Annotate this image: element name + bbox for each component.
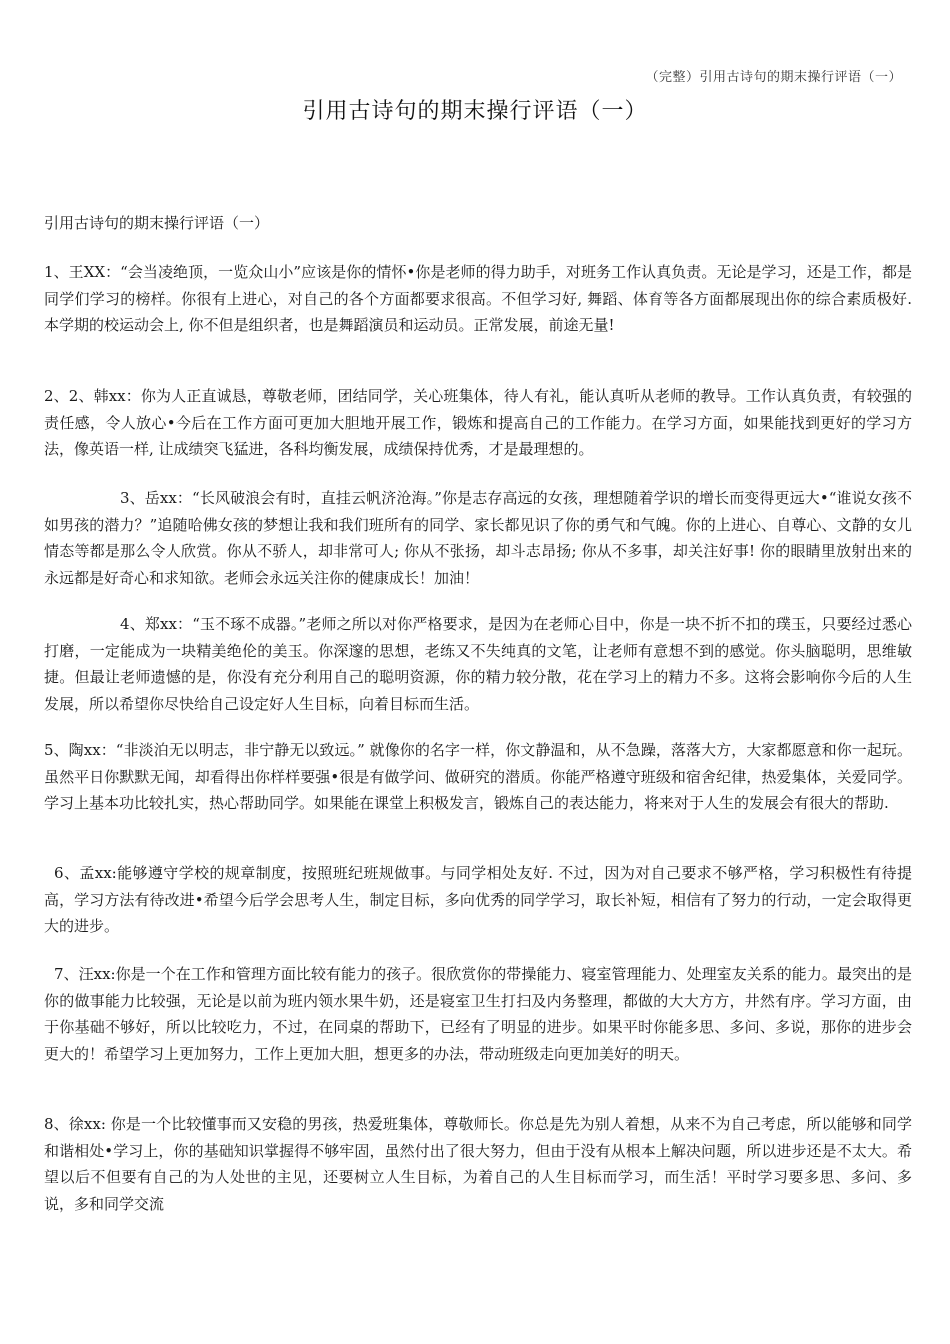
comment-paragraph-5: 5、陶xx：“非淡泊无以明志，非宁静无以致远。” 就像你的名字一样，你文静温和，从不急躁，落落大方，大家都愿意和你一起玩。虽然平日你默默无闻，却看得出你样样要强•很是有做学问、做研究的潜质。你能严格遵守班级和宿舍纪律，热爱集体，关爱同学。学习上基本功比较扎实，热心帮助同学。如果能在课堂上积极发言，锻炼自己的表达能力，将来对于人生的发展会有很大的帮助. xyxy=(44,741,912,812)
comment-paragraph-6: 6、孟xx:能够遵守学校的规章制度，按照班纪班规做事。与同学相处友好. 不过，因为对自己要求不够严格，学习积极性有待提高，学习方法有待改进•希望今后学会思考人生，制定目标，多向优秀的同学学习，取长补短，相信有了努力的行动，一定会取得更大的进步。 xyxy=(44,864,912,935)
comment-paragraph-3: 3、岳xx：“长风破浪会有时，直挂云帆济沧海。”你是志存高远的女孩，理想随着学识的增长而变得更远大•“谁说女孩不如男孩的潜力？”追随哈佛女孩的梦想让我和我们班所有的同学、家长都见识了你的勇气和气魄。你的上进心、自尊心、文静的女儿情态等都是那么令人欣赏。你从不骄人，却非常可人; 你从不张扬，却斗志昂扬; 你从不多事，却关注好事! 你的眼睛里放射出来的永远都是好奇心和求知欲。老师会永远关注你的健康成长！加油！ xyxy=(44,489,912,587)
comment-paragraph-1: 1、王XX：“会当凌绝顶，一览众山小”应该是你的情怀•你是老师的得力助手，对班务工作认真负责。无论是学习，还是工作，都是同学们学习的榜样。你很有上进心，对自己的各个方面都要求很高。不但学习好, 舞蹈、体育等各方面都展现出你的综合素质极好. 本学期的校运动会上, 你不但是组织者，也是舞蹈演员和运动员。正常发展，前途无量! xyxy=(44,263,912,334)
document-subtitle: 引用古诗句的期末操行评语（一） xyxy=(44,214,270,232)
page-title: 引用古诗句的期末操行评语（一） xyxy=(302,99,648,124)
comment-paragraph-8: 8、徐xx: 你是一个比较懂事而又安稳的男孩，热爱班集体，尊敬师长。你总是先为别人着想，从来不为自己考虑，所以能够和同学和谐相处•学习上，你的基础知识掌握得不够牢固，虽然付出了很大努力，但由于没有从根本上解决问题，所以进步还是不太大。希望以后不但要有自己的为人处世的主见，还要树立人生目标，为着自己的人生目标而学习，而生活！平时学习要多思、多问、多说，多和同学交流 xyxy=(44,1115,912,1213)
running-header: （完整）引用古诗句的期末操行评语（一） xyxy=(645,70,902,85)
comment-paragraph-4: 4、郑xx：“玉不琢不成器。”老师之所以对你严格要求，是因为在老师心目中，你是一块不折不扣的璞玉，只要经过悉心打磨，一定能成为一块精美绝伦的美玉。你深邃的思想，老练又不失纯真的文笔，让老师有意想不到的感觉。你头脑聪明，思维敏捷。但最让老师遗憾的是，你没有充分利用自己的聪明资源，你的精力较分散，花在学习上的精力不多。这将会影响你今后的人生发展，所以希望你尽快给自己设定好人生目标，向着目标而生活。 xyxy=(44,615,912,713)
comment-paragraph-2: 2、2、韩xx：你为人正直诚恳，尊敬老师，团结同学，关心班集体，待人有礼，能认真听从老师的教导。工作认真负责，有较强的责任感，令人放心•今后在工作方面可更加大胆地开展工作，锻炼和提高自己的工作能力。在学习方面，如果能找到更好的学习方法，像英语一样, 让成绩突飞猛进，各科均衡发展，成绩保持优秀，才是最理想的。 xyxy=(44,387,912,458)
comment-paragraph-7: 7、汪xx:你是一个在工作和管理方面比较有能力的孩子。很欣赏你的带操能力、寝室管理能力、处理室友关系的能力。最突出的是你的做事能力比较强，无论是以前为班内领水果牛奶，还是寝室卫生打扫及内务整理，都做的大大方方，井然有序。学习方面，由于你基础不够好，所以比较吃力，不过，在同桌的帮助下，已经有了明显的进步。如果平时你能多思、多问、多说，那你的进步会更大的！希望学习上更加努力，工作上更加大胆，想更多的办法，带动班级走向更加美好的明天。 xyxy=(44,965,912,1063)
